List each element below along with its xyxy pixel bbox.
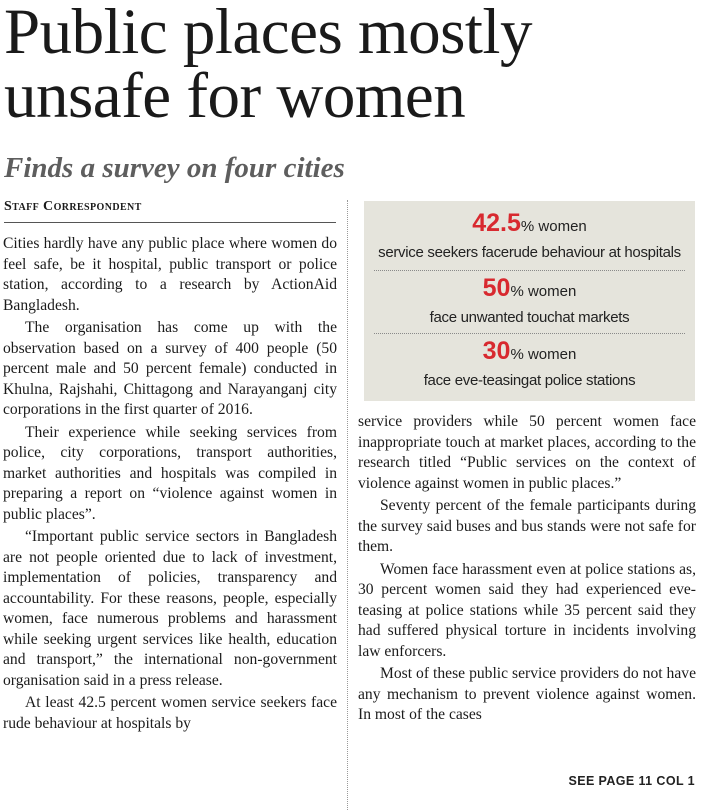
stat-hospitals: [364, 209, 695, 263]
article-column-1: [3, 234, 337, 734]
stat-description: face unwanted touchat markets: [429, 309, 630, 326]
byline: Staff Correspondent: [4, 199, 336, 223]
stat-unit: % women: [520, 218, 587, 235]
paragraph: Cities hardly have any public place where women do feel safe, be it hospital, public transport or police station, according to a research by ActionAid Bangladesh.: [3, 235, 337, 314]
paragraph: At least 42.5 percent women service seekers face rude behaviour at hospitals by: [3, 694, 337, 732]
stat-separator: [374, 270, 685, 271]
headline: [4, 0, 709, 132]
paragraph: “Important public service sectors in Bangladesh are not people oriented due to lack of investment, implementation of policies, transparency and accountability. For these reasons, people, especially women, face numerous problems and harassment while seeking urgent services like health, education and transport,” the international non-government organisation said in a press release.: [3, 528, 337, 689]
subheadline: Finds a survey on four cities: [4, 152, 345, 184]
paragraph: Seventy percent of the female participants during the survey said buses and bus stands were not safe for them.: [358, 497, 696, 555]
stat-description: service seekers facerude behaviour at hospitals: [378, 244, 681, 261]
headline-line-1: Public places mostly: [4, 0, 532, 68]
stat-separator: [374, 333, 685, 334]
paragraph: service providers while 50 percent women face inappropriate touch at market places, according to the research titled “Public services on the context of violence against women in public places.”: [358, 413, 696, 492]
headline-line-2: unsafe for women: [4, 60, 466, 132]
stat-markets: [364, 274, 695, 328]
stat-police-stations: [364, 337, 695, 391]
stat-value: 50: [482, 274, 511, 302]
paragraph: Their experience while seeking services from police, city corporations, transport authorities, market authorities and hospitals was compiled in preparing a report on “violence against women in public places”.: [3, 423, 337, 523]
paragraph: The organisation has come up with the observation based on a survey of 400 people (50 percent male and 50 percent female) conducted in Khulna, Rajshahi, Chittagong and Narayanganj city corporations in the first quarter of 2016.: [3, 319, 337, 418]
continuation-jump: SEE PAGE 11 COL 1: [568, 774, 695, 788]
stat-value: 42.5: [472, 209, 521, 237]
article-column-2: [358, 412, 696, 726]
stat-description: face eve-teasingat police stations: [423, 372, 636, 389]
stats-box: [364, 201, 695, 401]
paragraph: Women face harassment even at police stations as, 30 percent women said they had experienced eve-teasing at police stations while 35 percent said they had suffered physical torture in incidents involving law enforcers.: [358, 560, 696, 660]
paragraph: Most of these public service providers do not have any mechanism to prevent violence against women. In most of the cases: [358, 665, 696, 723]
stat-value: 30: [482, 337, 511, 365]
column-divider: [347, 200, 348, 810]
stat-unit: % women: [510, 346, 577, 363]
stat-unit: % women: [510, 283, 577, 300]
